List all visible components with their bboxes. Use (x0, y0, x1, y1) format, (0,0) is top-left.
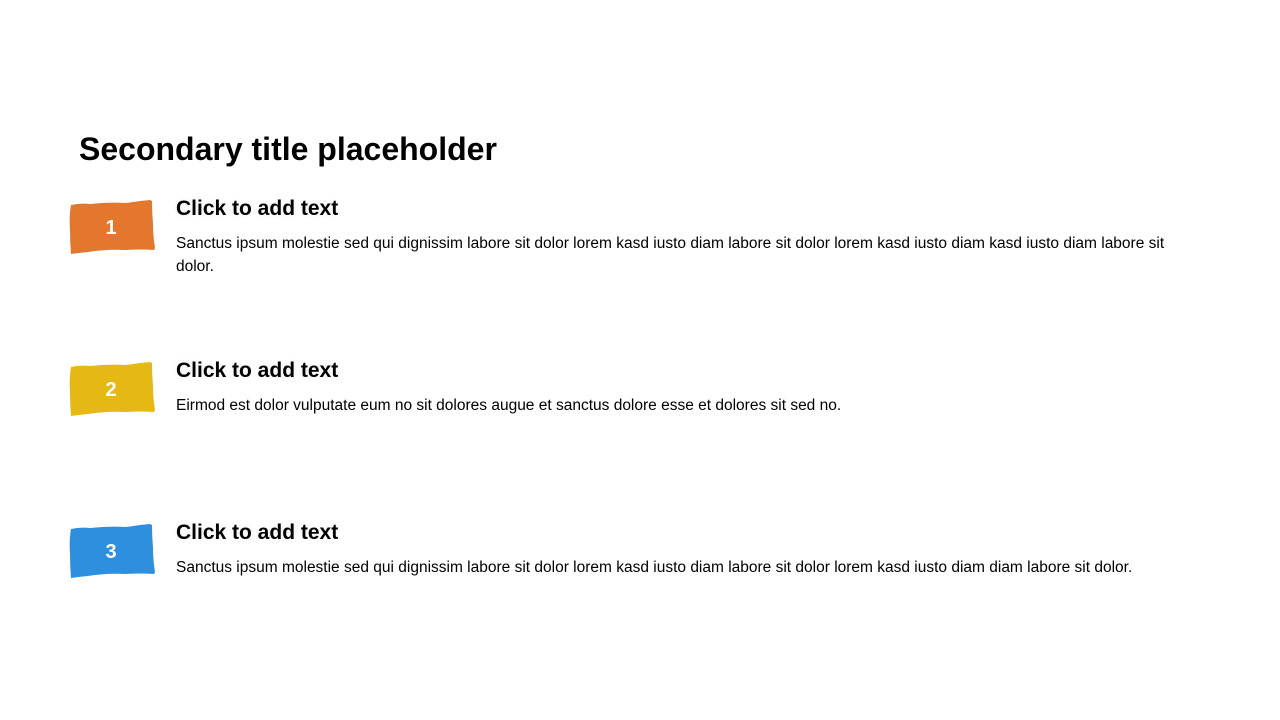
number-badge (68, 360, 156, 420)
list-item (0, 520, 1280, 630)
item-heading[interactable]: Click to add text (176, 359, 339, 382)
list-item (0, 358, 1280, 468)
badge-number: 2 (105, 379, 117, 401)
slide-title[interactable]: Secondary title placeholder (79, 131, 497, 167)
item-heading[interactable]: Click to add text (176, 521, 339, 544)
list-item (0, 196, 1280, 306)
item-body[interactable]: Sanctus ipsum molestie sed qui dignissim labore sit dolor lorem kasd iusto diam labore sit dolor lorem kasd iusto diam kasd iusto diam labore sit dolor. (176, 235, 1165, 275)
badge-number: 3 (105, 541, 117, 563)
badge-number: 1 (105, 217, 117, 239)
number-badge (68, 522, 156, 582)
item-heading[interactable]: Click to add text (176, 197, 339, 220)
number-badge (68, 198, 156, 258)
item-body[interactable]: Eirmod est dolor vulputate eum no sit dolores augue et sanctus dolore esse et dolores sit sed no. (176, 397, 842, 414)
item-body[interactable]: Sanctus ipsum molestie sed qui dignissim labore sit dolor lorem kasd iusto diam labore sit dolor lorem kasd iusto diam diam labore sit dolor. (176, 559, 1133, 576)
